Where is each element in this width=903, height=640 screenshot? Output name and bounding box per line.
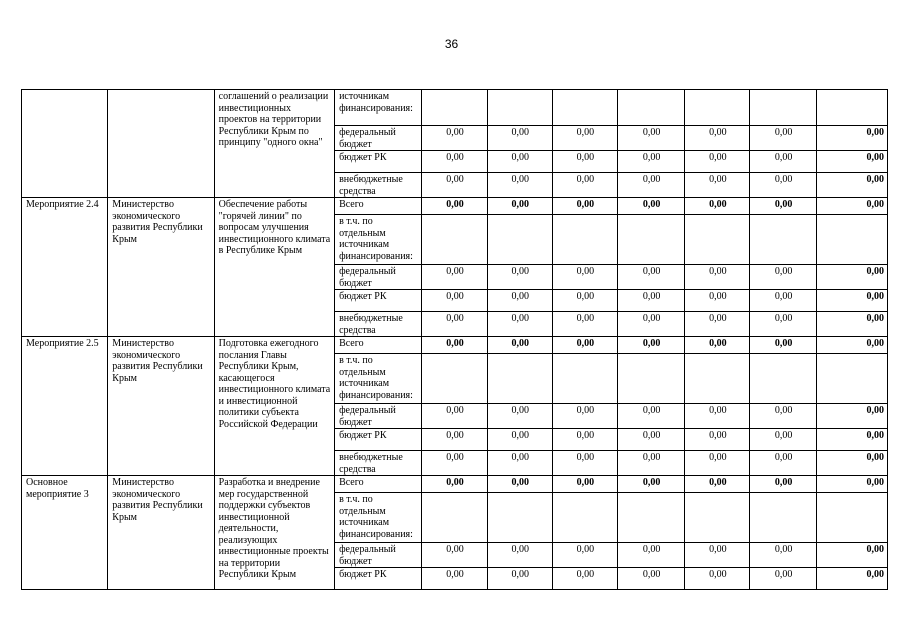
description-cell: Обеспечение работы "горячей линии" по вопросам улучшения инвестиционного климата в Республике Крым <box>214 198 334 337</box>
empty-cell <box>618 90 685 126</box>
value-cell: 0,00 <box>750 151 816 173</box>
value-cell: 0,00 <box>685 126 750 151</box>
value-cell: 0,00 <box>685 476 750 493</box>
value-cell: 0,00 <box>422 265 487 290</box>
value-cell: 0,00 <box>618 312 685 337</box>
value-cell: 0,00 <box>552 290 617 312</box>
value-cell: 0,00 <box>750 312 816 337</box>
value-cell: 0,00 <box>816 451 887 476</box>
source-label: федеральный бюджет <box>335 543 422 568</box>
source-label: внебюджетные средства <box>335 173 422 198</box>
value-cell: 0,00 <box>487 151 552 173</box>
value-cell: 0,00 <box>750 290 816 312</box>
value-cell: 0,00 <box>750 404 816 429</box>
value-cell: 0,00 <box>618 173 685 198</box>
value-cell: 0,00 <box>685 312 750 337</box>
value-cell: 0,00 <box>750 429 816 451</box>
empty-cell <box>750 493 816 543</box>
value-cell: 0,00 <box>487 476 552 493</box>
value-cell: 0,00 <box>618 265 685 290</box>
value-cell: 0,00 <box>422 451 487 476</box>
value-cell: 0,00 <box>816 151 887 173</box>
value-cell: 0,00 <box>618 476 685 493</box>
value-cell: 0,00 <box>816 290 887 312</box>
value-cell: 0,00 <box>618 404 685 429</box>
total-label: Всего <box>335 476 422 493</box>
value-cell: 0,00 <box>487 543 552 568</box>
total-label: Всего <box>335 337 422 354</box>
source-label: источникам финансирования: <box>335 90 422 126</box>
value-cell: 0,00 <box>487 451 552 476</box>
value-cell: 0,00 <box>618 126 685 151</box>
value-cell: 0,00 <box>816 429 887 451</box>
value-cell: 0,00 <box>552 265 617 290</box>
value-cell: 0,00 <box>685 173 750 198</box>
value-cell: 0,00 <box>750 173 816 198</box>
empty-cell <box>750 90 816 126</box>
value-cell: 0,00 <box>685 198 750 215</box>
value-cell: 0,00 <box>487 126 552 151</box>
empty-cell <box>487 90 552 126</box>
total-label: Всего <box>335 198 422 215</box>
value-cell: 0,00 <box>685 151 750 173</box>
executor-cell: Министерство экономического развития Республики Крым <box>108 476 214 590</box>
value-cell: 0,00 <box>685 404 750 429</box>
executor-cell <box>108 90 214 198</box>
empty-cell <box>487 354 552 404</box>
source-label: внебюджетные средства <box>335 451 422 476</box>
empty-cell <box>816 354 887 404</box>
value-cell: 0,00 <box>618 290 685 312</box>
value-cell: 0,00 <box>422 337 487 354</box>
value-cell: 0,00 <box>816 265 887 290</box>
value-cell: 0,00 <box>618 198 685 215</box>
empty-cell <box>552 493 617 543</box>
value-cell: 0,00 <box>422 198 487 215</box>
value-cell: 0,00 <box>618 568 685 590</box>
value-cell: 0,00 <box>487 337 552 354</box>
empty-cell <box>422 215 487 265</box>
value-cell: 0,00 <box>422 476 487 493</box>
empty-cell <box>750 354 816 404</box>
value-cell: 0,00 <box>618 337 685 354</box>
value-cell: 0,00 <box>750 126 816 151</box>
value-cell: 0,00 <box>422 290 487 312</box>
event-cell: Основное мероприятие 3 <box>22 476 108 590</box>
value-cell: 0,00 <box>618 429 685 451</box>
value-cell: 0,00 <box>685 451 750 476</box>
value-cell: 0,00 <box>816 312 887 337</box>
value-cell: 0,00 <box>816 568 887 590</box>
event-cell: Мероприятие 2.5 <box>22 337 108 476</box>
source-label: в т.ч. по отдельным источникам финансирования: <box>335 493 422 543</box>
executor-cell: Министерство экономического развития Республики Крым <box>108 198 214 337</box>
value-cell: 0,00 <box>422 151 487 173</box>
empty-cell <box>618 215 685 265</box>
value-cell: 0,00 <box>685 429 750 451</box>
value-cell: 0,00 <box>552 173 617 198</box>
empty-cell <box>816 90 887 126</box>
value-cell: 0,00 <box>816 198 887 215</box>
value-cell: 0,00 <box>422 126 487 151</box>
value-cell: 0,00 <box>422 429 487 451</box>
description-cell: Подготовка ежегодного послания Главы Республики Крым, касающегося инвестиционного климата и инвестиционной политики субъекта Российской Федерации <box>214 337 334 476</box>
value-cell: 0,00 <box>685 290 750 312</box>
value-cell: 0,00 <box>422 543 487 568</box>
value-cell: 0,00 <box>816 337 887 354</box>
event-cell: Мероприятие 2.4 <box>22 198 108 337</box>
empty-cell <box>816 215 887 265</box>
source-label: федеральный бюджет <box>335 126 422 151</box>
value-cell: 0,00 <box>750 198 816 215</box>
value-cell: 0,00 <box>422 568 487 590</box>
value-cell: 0,00 <box>750 476 816 493</box>
value-cell: 0,00 <box>552 543 617 568</box>
value-cell: 0,00 <box>816 126 887 151</box>
value-cell: 0,00 <box>685 543 750 568</box>
value-cell: 0,00 <box>487 173 552 198</box>
value-cell: 0,00 <box>618 151 685 173</box>
value-cell: 0,00 <box>487 312 552 337</box>
value-cell: 0,00 <box>487 198 552 215</box>
value-cell: 0,00 <box>685 337 750 354</box>
source-label: в т.ч. по отдельным источникам финансирования: <box>335 215 422 265</box>
description-cell: соглашений о реализации инвестиционных проектов на территории Республики Крым по принципу "одного окна" <box>214 90 334 198</box>
value-cell: 0,00 <box>552 404 617 429</box>
source-label: бюджет РК <box>335 568 422 590</box>
source-label: бюджет РК <box>335 429 422 451</box>
value-cell: 0,00 <box>816 543 887 568</box>
value-cell: 0,00 <box>816 476 887 493</box>
empty-cell <box>816 493 887 543</box>
value-cell: 0,00 <box>487 404 552 429</box>
empty-cell <box>685 493 750 543</box>
empty-cell <box>552 215 617 265</box>
source-label: внебюджетные средства <box>335 312 422 337</box>
empty-cell <box>422 90 487 126</box>
value-cell: 0,00 <box>422 173 487 198</box>
value-cell: 0,00 <box>487 568 552 590</box>
empty-cell <box>750 215 816 265</box>
empty-cell <box>685 354 750 404</box>
empty-cell <box>552 354 617 404</box>
value-cell: 0,00 <box>552 568 617 590</box>
empty-cell <box>422 493 487 543</box>
source-label: бюджет РК <box>335 290 422 312</box>
value-cell: 0,00 <box>750 451 816 476</box>
financing-table <box>21 89 888 590</box>
value-cell: 0,00 <box>685 265 750 290</box>
value-cell: 0,00 <box>487 290 552 312</box>
value-cell: 0,00 <box>552 198 617 215</box>
empty-cell <box>552 90 617 126</box>
source-label: бюджет РК <box>335 151 422 173</box>
empty-cell <box>422 354 487 404</box>
empty-cell <box>685 215 750 265</box>
event-cell <box>22 90 108 198</box>
value-cell: 0,00 <box>552 451 617 476</box>
value-cell: 0,00 <box>552 126 617 151</box>
value-cell: 0,00 <box>685 568 750 590</box>
value-cell: 0,00 <box>552 337 617 354</box>
value-cell: 0,00 <box>422 404 487 429</box>
empty-cell <box>487 215 552 265</box>
value-cell: 0,00 <box>552 151 617 173</box>
empty-cell <box>685 90 750 126</box>
page-number: 36 <box>444 37 459 51</box>
value-cell: 0,00 <box>618 543 685 568</box>
value-cell: 0,00 <box>750 337 816 354</box>
source-label: федеральный бюджет <box>335 265 422 290</box>
value-cell: 0,00 <box>750 265 816 290</box>
empty-cell <box>618 354 685 404</box>
value-cell: 0,00 <box>816 404 887 429</box>
source-label: в т.ч. по отдельным источникам финансирования: <box>335 354 422 404</box>
source-label: федеральный бюджет <box>335 404 422 429</box>
value-cell: 0,00 <box>618 451 685 476</box>
value-cell: 0,00 <box>422 312 487 337</box>
executor-cell: Министерство экономического развития Республики Крым <box>108 337 214 476</box>
value-cell: 0,00 <box>552 312 617 337</box>
value-cell: 0,00 <box>750 543 816 568</box>
value-cell: 0,00 <box>816 173 887 198</box>
description-cell: Разработка и внедрение мер государственной поддержки субъектов инвестиционной деятельности, реализующих инвестиционные проекты на территории Республики Крым <box>214 476 334 590</box>
value-cell: 0,00 <box>552 476 617 493</box>
value-cell: 0,00 <box>487 429 552 451</box>
empty-cell <box>487 493 552 543</box>
value-cell: 0,00 <box>487 265 552 290</box>
empty-cell <box>618 493 685 543</box>
value-cell: 0,00 <box>750 568 816 590</box>
value-cell: 0,00 <box>552 429 617 451</box>
